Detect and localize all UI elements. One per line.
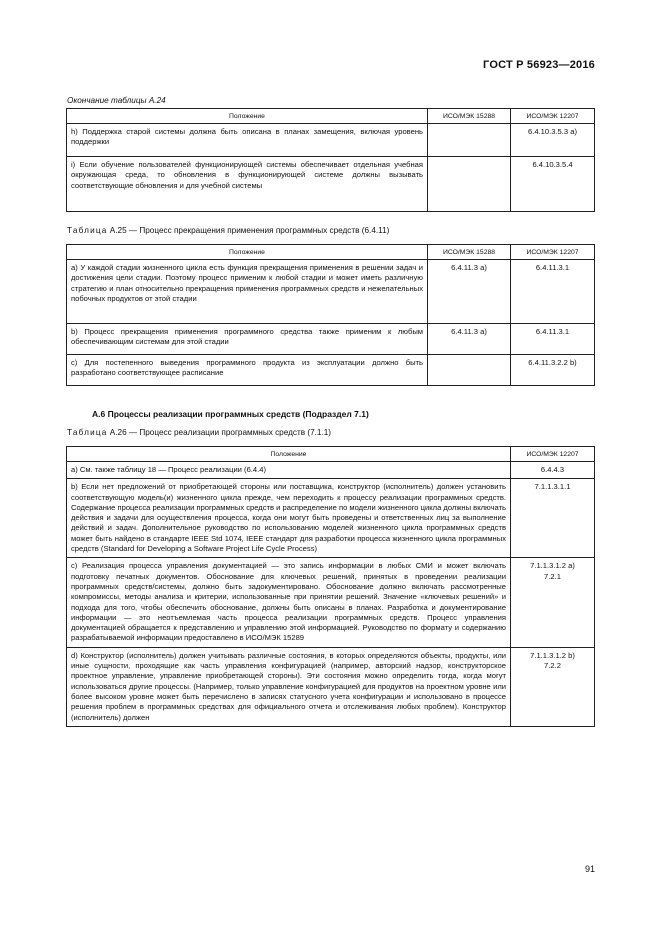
table-header-row (67, 109, 595, 124)
table-row (67, 462, 595, 479)
iso12207-cell: 6.4.11.3.2.2 b) (511, 355, 595, 386)
provision-cell: с) Реализация процесса управления документацией — это запись информации в любых СМИ и может включать подготовку печатных документов. Обоснование для ключевых решений, принятых в проведении реализации программных средств/системы, должно быть задокументировано. Обоснование должно включать рассмотренные компромиссы, методы анализа и критерии, использованные при принятии решений. Значение «ключевых решений» и подхода для того, чтобы обеспечить обоснование, должны быть описаны в планах. Разработка и документирование информации — это неотъемлемая часть процесса реализации программных средств. Процесс управления документацией обращается к представлению и управлению этой информацией. Руководство по формату и содержанию разрабатываемой информации предоставлено в ИСО/МЭК 15289 (67, 558, 511, 647)
section-heading: А.6 Процессы реализации программных средств (Подраздел 7.1) (92, 409, 369, 419)
provision-cell: i) Если обучение пользователей функционирующей системы обеспечивает отдельная учебная окружающая среда, то обновления в функционирующей системе должны вызывать соответствующие обновления и для учебной системы (67, 157, 428, 212)
table-header-row (67, 245, 595, 260)
iso12207-cell: 6.4.10.3.5.4 (511, 157, 595, 212)
iso15288-cell (428, 157, 511, 212)
table-a26-caption (67, 428, 331, 438)
provision-cell: а) См. также таблицу 18 — Процесс реализации (6.4.4) (67, 462, 511, 479)
iso12207-cell (511, 647, 595, 726)
iso15288-cell (428, 355, 511, 386)
table-row (67, 124, 595, 157)
reference: 7.2.2 (544, 661, 561, 671)
column-header-iso15288: ИСО/МЭК 15288 (428, 245, 511, 260)
iso15288-cell: 6.4.11.3 а) (428, 324, 511, 355)
table-row (67, 479, 595, 558)
table-row (67, 260, 595, 324)
iso15288-cell (428, 124, 511, 157)
table-a24 (66, 108, 595, 212)
caption-prefix: Таблица (67, 428, 108, 437)
iso12207-cell (511, 558, 595, 647)
provision-cell: d) Конструктор (исполнитель) должен учитывать различные состояния, в которых определяются объекты, продукты, или иные сущности, проходящие как часть управления конфигурацией (например, авторский надзор, конструкторское проектное управление, управление приобретающей стороны). Эти состояния можно определить тогда, когда могут использоваться другие процессы. (Например, только управление конфигурацией для продуктов на проектном уровне или более высоком уровне может быть перечислено в записях статусного учета конфигурации и использовано в процессе решения проблем в программных средствах для официального отчета и отслеживания любых проблем). Конструктор (исполнитель) должен (67, 647, 511, 726)
table-row (67, 647, 595, 726)
iso12207-cell (511, 479, 595, 558)
table-a24-caption: Окончание таблицы А.24 (67, 96, 166, 105)
reference: 7.1.1.3.1.2 b) (530, 650, 575, 660)
table-row (67, 558, 595, 647)
caption-title: А.25 — Процесс прекращения применения программных средств (6.4.11) (107, 226, 390, 235)
table-a25 (66, 244, 595, 386)
iso12207-cell: 6.4.11.3.1 (511, 260, 595, 324)
column-header-iso12207: ИСО/МЭК 12207 (511, 447, 595, 462)
iso12207-cell: 6.4.11.3.1 (511, 324, 595, 355)
reference: 6.4.4.3 (540, 465, 565, 474)
column-header-iso15288: ИСО/МЭК 15288 (428, 109, 511, 124)
document-id: ГОСТ Р 56923—2016 (483, 59, 595, 71)
provision-cell: h) Поддержка старой системы должна быть описана в планах замещения, включая уровень поддержки (67, 124, 428, 157)
provision-cell: b) Процесс прекращения применения программного средства также применим к любым обеспечивающим системам для этой стадии (67, 324, 428, 355)
table-a26 (66, 446, 595, 727)
reference: 7.1.1.3.1.2 а) (530, 561, 575, 571)
column-header-iso12207: ИСО/МЭК 12207 (511, 109, 595, 124)
iso15288-cell: 6.4.11.3 а) (428, 260, 511, 324)
table-row (67, 324, 595, 355)
iso12207-cell (511, 462, 595, 479)
provision-cell: b) Если нет предложений от приобретающей стороны или поставщика, конструктор (исполнитель) должен установить соответствующую модель(и) жизненного цикла прежде, чем переходить к процессу реализации программных средств. Содержание процесса реализации программных средств и распределение по модели жизненного цикла должны включать действия и задачи для осуществления процесса, когда они могут быть проведены и ответственных лиц за выполнение действий и задач. Дополнительное руководство по использованию моделей жизненного цикла программных средств может быть найдено в стандарте IEEE Std 1074, IEEE стандарт для разработки процесса жизненного цикла программных средств (Standard for Developing a Software Project Life Cycle Process) (67, 479, 511, 558)
caption-prefix: Таблица (67, 226, 108, 235)
column-header-provision: Положение (67, 447, 511, 462)
column-header-provision: Положение (67, 109, 428, 124)
table-a25-caption (67, 226, 389, 236)
reference: 7.2.1 (544, 571, 561, 581)
page-number: 91 (584, 864, 595, 874)
column-header-iso12207: ИСО/МЭК 12207 (511, 245, 595, 260)
provision-cell: с) Для постепенного выведения программного продукта из эксплуатации должно быть разработано соответствующее расписание (67, 355, 428, 386)
column-header-provision: Положение (67, 245, 428, 260)
iso12207-cell: 6.4.10.3.5.3 а) (511, 124, 595, 157)
table-row (67, 355, 595, 386)
caption-title: А.26 — Процесс реализации программных средств (7.1.1) (107, 428, 332, 437)
table-row (67, 157, 595, 212)
provision-cell: а) У каждой стадии жизненного цикла есть функция прекращения применения в решении задач и достижения цели стадии. Поэтому процесс применим к любой стадии и может иметь различную стратегию и план относительно прекращения применения программных средств и нежелательных побочных продуктов от этой стадии (67, 260, 428, 324)
reference: 7.1.1.3.1.1 (534, 482, 571, 492)
table-header-row (67, 447, 595, 462)
